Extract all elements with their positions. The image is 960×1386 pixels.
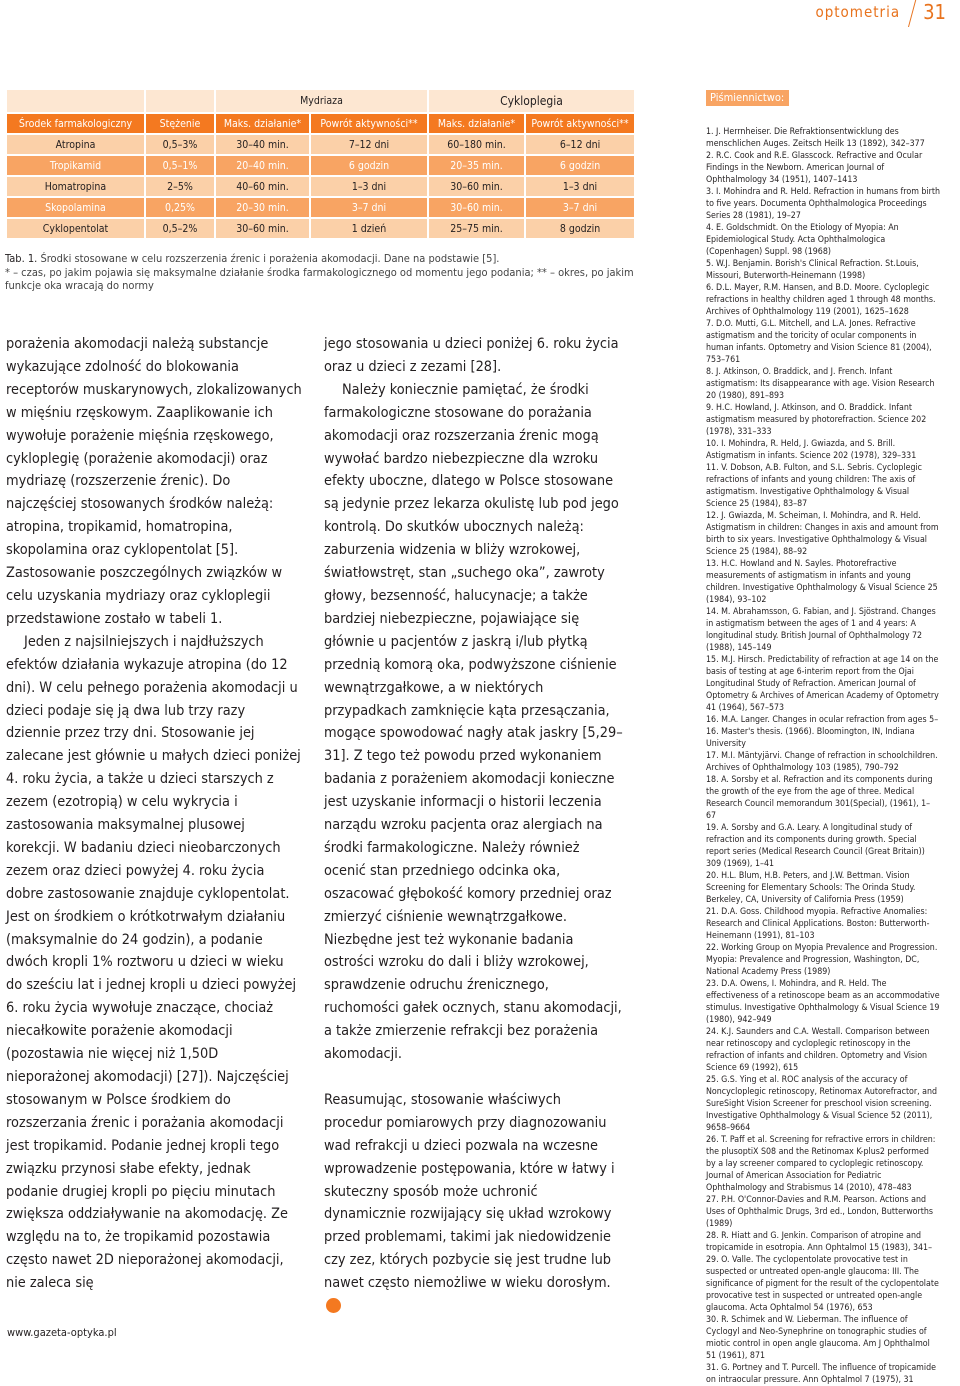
- reference-item: 3. I. Mohindra and R. Held. Refraction in humans from birth to five years. Documenta Ophthalmologica Proceedings Series 28 (1981), 19–27: [706, 187, 941, 221]
- table-cell: 1 dzień: [310, 218, 428, 239]
- column-header: Powrót aktywności**: [525, 113, 635, 134]
- paragraph: Jeden z najsilniejszych i najdłuższych efektów działania wykazuje atropina (do 12 dni). W celu pełnego porażenia akomodacji u dzieci podaje się ją dwa lub trzy razy dziennie przez trzy dni. Stosowanie jej zalecane jest głównie u małych dzieci poniżej 4. roku życia, a także u dzieci starszych z zezem (ezotropią) w celu wykrycia i zastosowania maksymalnej plusowej korekcji. W badaniu dzieci nieobarczonych zezem oraz dzieci powyżej 4. roku życia dobre zastosowanie znajduje cyklopentolat. Jest on środkiem o krótkotrwałym działaniu (maksymalnie do 24 godzin), a podanie dwóch kropli 1% roztworu u dzieci w wieku do sześciu lat i jednej kropli u dzieci powyżej 6. roku życia wywołuje znaczące, chociaż niecałkowite porażenie akomodacji (pozostawia nie więcej niż 1,50D nieporażonej akomodacji) [27]). Najczęściej stosowanym w Polsce środkiem do rozszerzania źrenic i porażania akomodacji jest tropikamid. Podanie jednej kropli tego związku przynosi słabe efekty, jednak podanie drugiej kropli po pięciu minutach zwiększa oddziaływanie na akomodację. Ze względu na to, że tropikamid pozostawia często nawet 2D nieporażonej akomodacji, nie zaleca się: [6, 633, 301, 1292]
- references: [706, 86, 940, 1386]
- column-header: Środek farmakologiczny: [6, 113, 145, 134]
- references-list: [706, 126, 940, 1386]
- paragraph: jego stosowania u dzieci poniżej 6. roku życia oraz u dzieci z zezami [28].: [324, 336, 619, 375]
- drug-table: [5, 88, 636, 240]
- table-cell: 8 godzin: [525, 218, 635, 239]
- reference-item: 21. D.A. Goss. Childhood myopia. Refractive Anomalies: Research and Clinical Applications. Boston: Butterworth-Heinemann (1991), 81–103: [706, 907, 930, 941]
- table-cell: Tropikamid: [6, 155, 145, 176]
- reference-item: 2. R.C. Cook and R.E. Glasscock. Refractive and Ocular Findings in the Newborn. American Journal of Ophthalmology 34 (1951), 1407–1413: [706, 151, 923, 185]
- body-column-right: [324, 333, 623, 1318]
- paragraph: [324, 1089, 623, 1318]
- table-cell: 0,25%: [145, 197, 215, 218]
- reference-item: 19. A. Sorsby and G.A. Leary. A longitudinal study of refraction and its components during growth. Special report series (Medical Research Council (Great Britain)) 309 (1969), 1–41: [706, 823, 925, 869]
- reference-item: 9. H.C. Howland, J. Atkinson, and O. Braddick. Infant astigmatism measured by photorefraction. Science 202 (1978), 331–333: [706, 403, 927, 437]
- page-number: 31: [923, 0, 946, 24]
- paragraph: Należy koniecznie pamiętać, że środki farmakologiczne stosowane do porażania akomodacji oraz rozszerzania źrenic mogą wywołać bardzo niebezpieczne dla wzroku efekty uboczne, dlatego w Polsce stosowane są jedynie przez lekarza okulistę lub pod jego kontrolą. Do skutków ubocznych należą: zaburzenia widzenia w bliży wzrokowej, światłowstręt, stan „suchego oka”, zawroty głowy, bezsenność, halucynacje; a także bardziej niebezpieczne, pojawiające się głównie u pacjentów z jaskrą i/lub płytką przednią komorą oka, podwyższone ciśnienie wewnątrzgałkowe, a w niektórych przypadkach zamknięcie kąta przesączania, mogące spowodować nagły atak jaskry [5,29–31]. Z tego też powodu przed wykonaniem badania z porażeniem akomodacji konieczne jest uzyskanie informacji o historii leczenia narządu wzroku pacjenta oraz alergiach na środki farmakologiczne. Należy również ocenić stan przedniego odcinka oka, oszacować głębokość komory przedniej oraz zmierzyć ciśnienie wewnątrzgałkowe. Niezbędne jest też wykonanie badania ostrości wzroku do dali i bliży wzrokowej, sprawdzenie odruchu źrenicznego, ruchomości gałek ocznych, stanu akomodacji, a także zmierzenie refrakcji bez porażenia akomodacji.: [324, 381, 623, 1063]
- column-header: Maks. działanie*: [215, 113, 310, 134]
- caption-label: Tab. 1.: [5, 252, 38, 265]
- body-column-left: [6, 333, 302, 1295]
- table-corner-cell: [6, 89, 145, 113]
- reference-item: 12. J. Gwiazda, M. Scheiman, I. Mohindra, and R. Held. Astigmatism in children: Changes in axis and amount from birth to six years. Investigative Ophthalmology & Visual Science 25 (1984), 88–92: [706, 511, 939, 557]
- reference-item: 4. E. Goldschmidt. On the Etiology of Myopia: An Epidemiological Study. Acta Ophthalmologica (Copenhagen) Suppl. 98 (1968): [706, 223, 899, 257]
- reference-item: 17. M.I. Mäntyjärvi. Change of refraction in schoolchildren. Archives of Ophthalmology 103 (1985), 790–792: [706, 751, 938, 773]
- reference-item: 20. H.L. Blum, H.B. Peters, and J.W. Bettman. Vision Screening for Elementary Schools: The Orinda Study. Berkeley, CA, University of California Press (1959): [706, 871, 916, 905]
- table-cell: Skopolamina: [6, 197, 145, 218]
- reference-item: 22. Working Group on Myopia Prevalence and Progression. Myopia: Prevalence and Progression, Washington, DC, National Academy Press (1989): [706, 943, 938, 977]
- table-row: [6, 218, 635, 239]
- table-cell: 0,5–1%: [145, 155, 215, 176]
- reference-item: 15. M.J. Hirsch. Predictability of refraction at age 14 on the basis of testing at age 6-interim report from the Ojai Longitudinal Study of Refraction. American Journal of Optometry & Archives of American Academy of Optometry 41 (1964), 567–573: [706, 655, 939, 713]
- table-cell: 20–35 min.: [428, 155, 525, 176]
- column-header: Powrót aktywności**: [310, 113, 428, 134]
- table-cell: 6 godzin: [525, 155, 635, 176]
- group-header-mydriaza: Mydriaza: [215, 89, 428, 113]
- table-cell: 1–3 dni: [525, 176, 635, 197]
- table-cell: 2–5%: [145, 176, 215, 197]
- table-cell: 25–75 min.: [428, 218, 525, 239]
- table-cell: 30–60 min.: [428, 176, 525, 197]
- end-of-article-icon: [326, 1298, 341, 1313]
- caption-note: * – czas, po jakim pojawia się maksymalne działanie środka farmakologicznego od momentu jego podania; ** – okres, po jakim funkcje oka wracają do normy: [5, 265, 634, 292]
- table-cell: 60–180 min.: [428, 134, 525, 155]
- section-title: optometria: [815, 3, 901, 21]
- table-cell: 30–60 min.: [428, 197, 525, 218]
- footer-url: www.gazeta-optyka.pl: [7, 1326, 117, 1339]
- reference-item: 18. A. Sorsby et al. Refraction and its components during the growth of the eye from the age of three. Medical Research Council memorandum 301(Special), (1961), 1–67: [706, 775, 933, 821]
- table-cell: 30–60 min.: [215, 218, 310, 239]
- table-cell: 6 godzin: [310, 155, 428, 176]
- reference-item: 27. P.H. O'Connor-Davies and R.M. Pearson. Actions and Uses of Ophthalmic Drugs, 3rd ed., London, Butterworths (1989): [706, 1195, 934, 1229]
- reference-item: 30. R. Schimek and W. Lieberman. The influence of Cyclogyl and Neo-Synephrine on tonographic studies of miotic control in open angle glaucoma. Am J Ophthalmol 51 (1961), 871: [706, 1315, 930, 1361]
- reference-item: 13. H.C. Howland and N. Sayles. Photorefractive measurements of astigmatism in infants and young children. Investigative Ophthalmology & Visual Science 25 (1984), 93–102: [706, 559, 938, 605]
- table-cell: Homatropina: [6, 176, 145, 197]
- table-cell: 20–30 min.: [215, 197, 310, 218]
- table-cell: 1–3 dni: [310, 176, 428, 197]
- table-cell: 3–7 dni: [525, 197, 635, 218]
- table-row: [6, 176, 635, 197]
- table-cell: 7–12 dni: [310, 134, 428, 155]
- reference-item: 11. V. Dobson, A.B. Fulton, and S.L. Sebris. Cycloplegic refractions of infants and young children: The axis of astigmatism. Investigative Ophthalmology & Visual Science 25 (1984), 83–87: [706, 463, 923, 509]
- caption-title: Środki stosowane w celu rozszerzenia źrenic i porażenia akomodacji. Dane na podstawie [5].: [40, 252, 500, 265]
- reference-item: 14. M. Abrahamsson, G. Fabian, and J. Sjöstrand. Changes in astigmatism between the ages of 1 and 4 years: A longitudinal study. British Journal of Ophthalmology 72 (1988), 145–149: [706, 607, 936, 653]
- reference-item: 5. W.J. Benjamin. Borish's Clinical Refraction. St.Louis, Missouri, Buterworth-Heinemann (1998): [706, 259, 919, 281]
- reference-item: 28. R. Hiatt and G. Jenkin. Comparison of atropine and tropicamide in esotropia. Ann Ophtalmol 15 (1983), 341–29. O. Valle. The cyclopentolate provocative test in suspected or untreated open-angle glaucoma: III. The significance of pigment for the result of the cyclopentolate provocative test in suspected or untreated open-angle glaucoma. Acta Ophtalmol 54 (1976), 653: [706, 1231, 939, 1313]
- table-row: [6, 155, 635, 176]
- paragraph-text: Reasumując, stosowanie właściwych procedur pomiarowych przy diagnozowaniu wad refrakcji u dzieci pozwala na wczesne wprowadzenie postępowania, które w łatwy i skuteczny sposób może uchronić dynamicznie rozwijający się układ wzrokowy przed problemami, takimi jak niedowidzenie czy zez, których pozbycie się jest trudne lub nawet często niemożliwe w wieku dorosłym.: [324, 1091, 615, 1292]
- reference-item: 26. T. Paff et al. Screening for refractive errors in children: the plusoptiX S08 and the Retinomax K-plus2 performed by a lay screener compared to cycloplegic retinoscopy. Journal of American Association for Pediatric Ophthalmology and Strabismus 14 (2010), 478–483: [706, 1135, 936, 1193]
- reference-item: 1. J. Herrnheiser. Die Refraktionsentwicklung des menschlichen Auges. Zeitsch Heilk 13 (1892), 342–377: [706, 127, 925, 149]
- reference-item: 23. D.A. Owens, I. Mohindra, and R. Held. The effectiveness of a retinoscope beam as an accommodative stimulus. Investigative Ophthalmology & Visual Science 19 (1980), 942–949: [706, 979, 940, 1025]
- table-cell: 30–40 min.: [215, 134, 310, 155]
- reference-item: 31. G. Portney and T. Purcell. The influence of tropicamide on intraocular pressure. Ann Ophtalmol 7 (1975), 31: [706, 1363, 936, 1385]
- reference-item: 24. K.J. Saunders and C.A. Westall. Comparison between near retinoscopy and cycloplegic retinoscopy in the refraction of infants and children. Optometry and Vision Science 69 (1992), 615: [706, 1027, 930, 1073]
- page-header: [815, 0, 946, 24]
- table-cell: Cyklopentolat: [6, 218, 145, 239]
- table-cell: Atropina: [6, 134, 145, 155]
- reference-item: 16. M.A. Langer. Changes in ocular refraction from ages 5–16. Master's thesis. (1966). Bloomington, IN, Indiana University: [706, 715, 939, 749]
- reference-item: 8. J. Atkinson, O. Braddick, and J. French. Infant astigmatism: Its disappearance with age. Vision Research 20 (1980), 891–893: [706, 367, 935, 401]
- table-cell: 3–7 dni: [310, 197, 428, 218]
- table-row: [6, 134, 635, 155]
- table-cell: 40–60 min.: [215, 176, 310, 197]
- references-heading: Piśmiennictwo:: [706, 90, 789, 106]
- reference-item: 25. G.S. Ying et al. ROC analysis of the accuracy of Noncycloplegic retinoscopy, Retinomax Autorefractor, and SureSight Vision Screener for preschool vision screening. Investigative Ophthalmology & Visual Science 52 (2011), 9658–9664: [706, 1075, 938, 1133]
- table-cell: 20–40 min.: [215, 155, 310, 176]
- header-divider: [908, 0, 917, 27]
- column-header: Stężenie: [145, 113, 215, 134]
- table-caption: [5, 252, 635, 293]
- table-row: [6, 197, 635, 218]
- reference-item: 7. D.O. Mutti, G.L. Mitchell, and L.A. Jones. Refractive astigmatism and the toricity of ocular components in human infants. Optometry and Vision Science 81 (2004), 753–761: [706, 319, 932, 365]
- table-cell: 0,5–2%: [145, 218, 215, 239]
- reference-item: 10. I. Mohindra, R. Held, J. Gwiazda, and S. Brill. Astigmatism in infants. Science 202 (1978), 329–331: [706, 439, 917, 461]
- table-cell: 0,5–3%: [145, 134, 215, 155]
- column-header: Maks. działanie*: [428, 113, 525, 134]
- group-header-cykloplegia: Cykloplegia: [428, 89, 635, 113]
- paragraph: porażenia akomodacji należą substancje wykazujące zdolność do blokowania receptorów muskarynowych, zlokalizowanych w mięśniu rzęskowym. Zaaplikowanie ich wywołuje porażenie mięśnia rzęskowego, cykloplegię (porażenie akomodacji) oraz mydriazę (rozszerzenie źrenic). Do najczęściej stosowanych środków należą: atropina, tropikamid, homatropina, skopolamina oraz cyklopentolat [5]. Zastosowanie poszczególnych związków w celu uzyskania mydriazy oraz cykloplegii przedstawione zostało w tabeli 1.: [6, 336, 302, 627]
- table-cell: 6–12 dni: [525, 134, 635, 155]
- reference-item: 6. D.L. Mayer, R.M. Hansen, and B.D. Moore. Cycloplegic refractions in healthy children aged 1 through 48 months. Archives of Ophthalmology 119 (2001), 1625–1628: [706, 283, 936, 317]
